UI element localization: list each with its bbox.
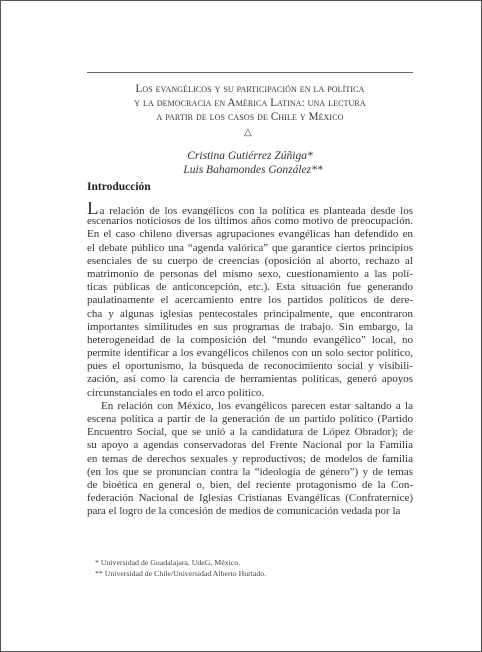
line-text: matrimonio de personas del mismo sexo, cuestionamiento a las polí- xyxy=(87,267,413,280)
text-line xyxy=(87,202,413,215)
line-text: su apoyo a agendas conservadoras del Frente Nacional por la Familia xyxy=(87,439,413,452)
line-text: importantes similitudes en sus programas de trabajo. Sin embargo, la xyxy=(87,320,413,333)
text-line xyxy=(87,281,413,294)
text-line xyxy=(87,466,413,479)
line-text: a relación de los evangélicos con la política es planteada desde los xyxy=(99,205,413,216)
text-line xyxy=(87,334,413,347)
article-title xyxy=(87,82,413,124)
article-body xyxy=(87,202,413,519)
line-text: el debate público una “agenda valórica” que garantice ciertos principios xyxy=(87,241,413,254)
line-text: En el caso chileno diversas agrupaciones evangélicas han defendido en xyxy=(87,228,413,241)
text-line xyxy=(87,255,413,268)
author-name: Luis Bahamondes González** xyxy=(183,163,323,176)
text-line xyxy=(87,294,413,307)
footnote: ** Universidad de Chile/Universidad Alberto Hurtado. xyxy=(95,569,267,578)
line-text: escenarios noticiosos de los últimos años como motivo de preocupación. xyxy=(87,215,413,228)
text-line xyxy=(87,360,413,373)
text-line xyxy=(87,268,413,281)
text-line xyxy=(87,347,413,360)
title-line: a partir de los casos de Chile y México xyxy=(156,111,344,123)
line-text: circunstanciales en todo el arco político. xyxy=(87,386,265,399)
line-text: En relación con México, los evangélicos parecen estar saltando a la xyxy=(101,399,413,412)
drop-cap: L xyxy=(87,202,99,216)
line-text: ticas públicas de anticoncepción, etc.). Esta situación fue generando xyxy=(87,281,413,294)
line-text: federación Nacional de Iglesias Cristianas Evangélicas (Confraternice) xyxy=(87,492,413,505)
line-text: cha y algunas iglesias pentecostales principalmente, que encontraron xyxy=(87,307,413,320)
text-line xyxy=(87,400,413,413)
text-line xyxy=(87,308,413,321)
line-text: zación, así como la carencia de herramientas políticas, generó apoyos xyxy=(87,373,413,386)
text-line xyxy=(87,373,413,386)
line-text: en temas de derechos sexuales y reproductivos; de modelos de familia xyxy=(87,452,413,465)
triangle-icon: △ xyxy=(244,127,252,138)
text-line xyxy=(87,426,413,439)
text-line xyxy=(87,215,413,228)
title-line: Los evangélicos y su participación en la política xyxy=(135,83,365,95)
line-text: paulatinamente el acercamiento entre los partidos políticos de dere- xyxy=(87,294,413,307)
line-text: pues el oportunismo, la búsqueda de reconocimiento social y visibili- xyxy=(87,360,413,373)
authors xyxy=(87,150,413,177)
paragraph xyxy=(87,202,413,400)
text-line xyxy=(87,439,413,452)
text-line xyxy=(87,321,413,334)
footnotes xyxy=(95,557,413,579)
title-line: y la democracia en América Latina: una lectura xyxy=(134,97,366,109)
section-heading: Introducción xyxy=(87,181,151,193)
footnote: * Universidad de Guadalajara, UdeG, México. xyxy=(95,558,241,567)
line-text: esenciales de su cuerpo de creencias (oposición al aborto, rechazo al xyxy=(87,254,413,267)
text-line xyxy=(87,413,413,426)
line-text: para el logro de la concesión de medios de comunicación vedada por la xyxy=(87,505,401,518)
paragraph xyxy=(87,400,413,519)
text-line xyxy=(87,505,413,518)
line-text: de bioética en general o, bien, del reciente protagonismo de la Con- xyxy=(87,478,413,491)
header-rule xyxy=(87,72,413,73)
line-text: Encuentro Social, que se unió a la candidatura de López Obrador); de xyxy=(87,426,413,439)
line-text: heterogeneidad de la composición del “mundo evangélico” local, no xyxy=(87,333,413,346)
author-name: Cristina Gutiérrez Zúñiga* xyxy=(187,150,313,162)
text-line xyxy=(87,242,413,255)
line-text: permite identificar a los evangélicos chilenos con un solo sector político, xyxy=(87,347,413,360)
line-text: (en los que se pronuncian contra la “ideología de género”) y de temas xyxy=(87,465,413,478)
text-line xyxy=(87,492,413,505)
text-line xyxy=(87,479,413,492)
text-line xyxy=(87,453,413,466)
text-line xyxy=(87,387,413,400)
line-text: escena política a partir de la generación de un partido político (Partido xyxy=(87,413,413,425)
text-line xyxy=(87,228,413,241)
